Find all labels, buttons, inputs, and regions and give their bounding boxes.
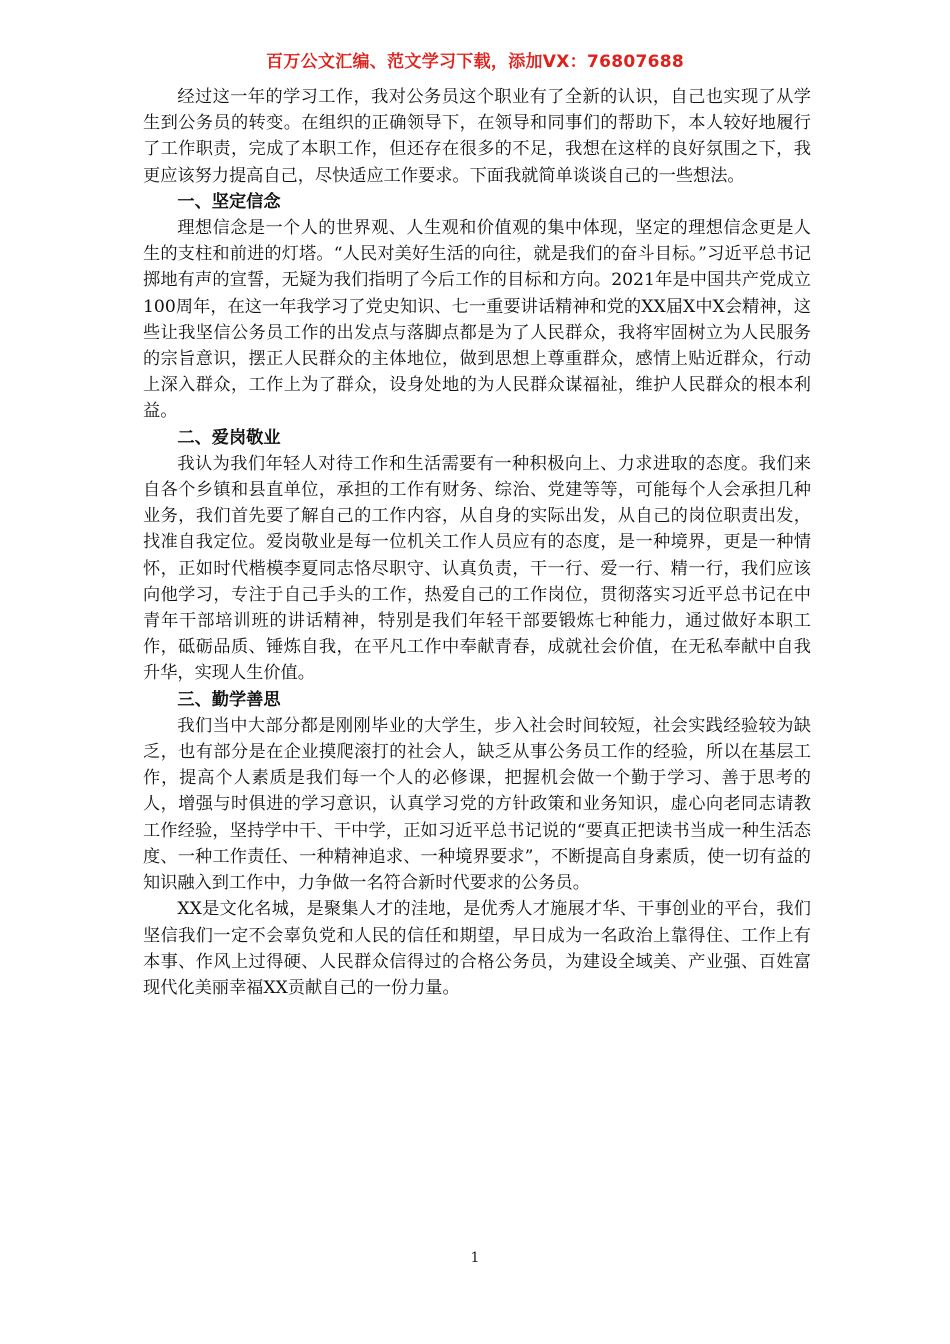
section-3-heading: 三、勤学善思 — [177, 689, 281, 710]
header-banner: 百万公文汇编、范文学习下载，添加VX：76807688 — [266, 52, 684, 72]
section-1-paragraph: 理想信念是一个人的世界观、人生观和价值观的集中体现，坚定的理想信念更是人生的支柱和前进的灯塔。“人民对美好生活的向往，就是我们的奋斗目标。”习近平总书记掷地有声的宣誓，无疑为我们指明了今后工作的目标和方向。2021年是中国共产党成立100周年，在这一年我学习了党史知识、七一重要讲话精神和党的XX届X中X会精神，这些让我坚信公务员工作的出发点与落脚点都是为了人民群众，我将牢固树立为人民服务的宗旨意识，摆正人民群众的主体地位，做到思想上尊重群众，感情上贴近群众，行动上深入群众，工作上为了群众，设身处地的为人民群众谋福祉，维护人民群众的根本利益。 — [143, 218, 811, 422]
section-2-paragraph: 我认为我们年轻人对待工作和生活需要有一种积极向上、力求进取的态度。我们来自各个乡镇和县直单位，承担的工作有财务、综治、党建等等，可能每个人会承担几种业务，我们首先要了解自己的工作内容，从自身的实际出发，从自己的岗位职责出发，找准自我定位。爱岗敬业是每一位机关工作人员应有的态度，是一种境界，更是一种情怀，正如时代楷模李夏同志恪尽职守、认真负责，干一行、爱一行、精一行，我们应该向他学习，专注于自己手头的工作，热爱自己的工作岗位，贯彻落实习近平总书记在中青年干部培训班的讲话精神，特别是我们年轻干部要锻炼七种能力，通过做好本职工作，砥砺品质、锤炼自我，在平凡工作中奉献青春，成就社会价值，在无私奉献中自我升华，实现人生价值。 — [143, 453, 811, 684]
section-1-heading: 一、坚定信念 — [177, 191, 281, 212]
page-number: 1 — [470, 1250, 480, 1266]
closing-paragraph: XX是文化名城，是聚集人才的洼地，是优秀人才施展才华、干事创业的平台，我们坚信我们一定不会辜负党和人民的信任和期望，早日成为一名政治上靠得住、工作上有本事、作风上过得硬、人民群众信得过的合格公务员，为建设全域美、产业强、百姓富现代化美丽幸福XX贡献自己的一份力量。 — [143, 899, 811, 998]
intro-paragraph: 经过这一年的学习工作，我对公务员这个职业有了全新的认识，自己也实现了从学生到公务员的转变。在组织的正确领导下，在领导和同事们的帮助下，本人较好地履行了工作职责，完成了本职工作，但还存在很多的不足，我想在这样的良好氛围之下，我更应该努力提高自己，尽快适应工作要求。下面我就简单谈谈自己的一些想法。 — [143, 87, 811, 186]
section-3-paragraph: 我们当中大部分都是刚刚毕业的大学生，步入社会时间较短，社会实践经验较为缺乏，也有部分是在企业摸爬滚打的社会人，缺乏从事公务员工作的经验，所以在基层工作，提高个人素质是我们每一个人的必修课，把握机会做一个勤于学习、善于思考的人，增强与时俱进的学习意识，认真学习党的方针政策和业务知识，虚心向老同志请教工作经验，坚持学中干、干中学，正如习近平总书记说的“要真正把读书当成一种生活态度、一种工作责任、一种精神追求、一种境界要求”，不断提高自身素质，使一切有益的知识融入到工作中，力争做一名符合新时代要求的公务员。 — [143, 715, 811, 894]
section-2-heading: 二、爱岗敬业 — [177, 427, 281, 448]
document-body — [143, 84, 811, 1001]
